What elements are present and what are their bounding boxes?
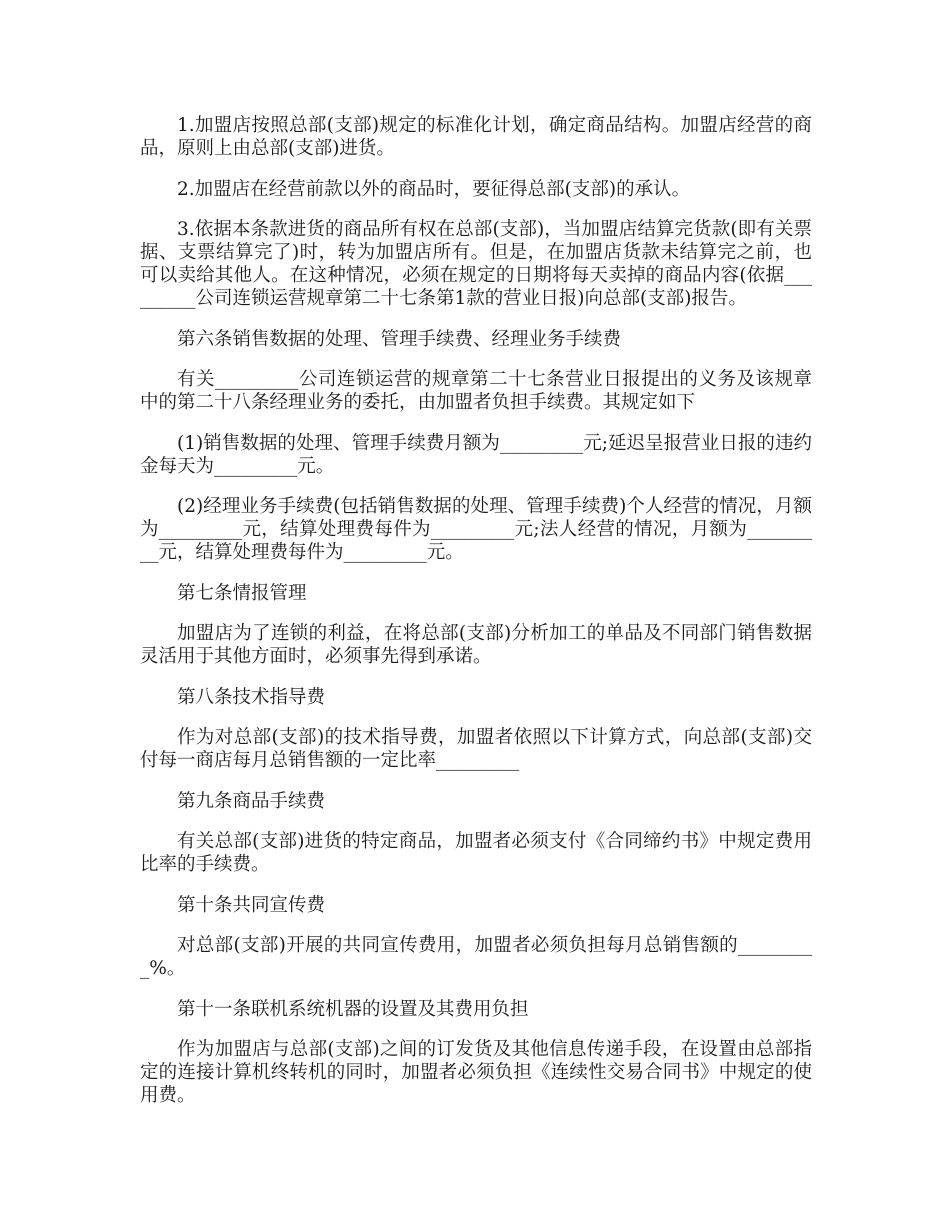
document-page <box>140 114 812 1125</box>
article-11-heading: 第十一条联机系统机器的设置及其费用负担 <box>177 998 529 1020</box>
article-6-intro: 有关_________公司连锁运营的规章第二十七条营业日报提出的义务及该规章中的第二十八条经理业务的委托，由加盟者负担手续费。其规定如下 <box>140 369 812 413</box>
article-11-body: 作为加盟店与总部(支部)之间的订发货及其他信息传递手段，在设置由总部指定的连接计算机终转机的同时，加盟者必须负担《连续性交易合同书》中规定的使用费。 <box>140 1039 812 1106</box>
article-7-heading: 第七条情报管理 <box>177 582 307 604</box>
article-9-body: 有关总部(支部)进货的特定商品，加盟者必须支付《合同缔约书》中规定费用比率的手续费。 <box>140 831 812 875</box>
article-9-heading: 第九条商品手续费 <box>177 790 326 812</box>
article-6-item-2: (2)经理业务手续费(包括销售数据的处理、管理手续费)个人经营的情况，月额为_________元，结算处理费每件为_________元;法人经营的情况，月额为_________元，结算处理费每件为_________元。 <box>140 496 812 563</box>
clause-item-3: 3.依据本条款进货的商品所有权在总部(支部)，当加盟店结算完货款(即有关票据、支票结算完了)时，转为加盟店所有。但是，在加盟店货款未结算完之前，也可以卖给其他人。在这种情况，必须在规定的日期将每天卖掉的商品内容(依据_________公司连锁运营规章第二十七条第1款的营业日报)向总部(支部)报告。 <box>140 219 812 309</box>
article-7-body: 加盟店为了连锁的利益，在将总部(支部)分析加工的单品及不同部门销售数据灵活用于其他方面时，必须事先得到承诺。 <box>140 623 812 667</box>
clause-item-2: 2.加盟店在经营前款以外的商品时，要征得总部(支部)的承认。 <box>177 178 691 200</box>
article-10-heading: 第十条共同宣传费 <box>177 894 326 916</box>
article-8-heading: 第八条技术指导费 <box>177 686 326 708</box>
article-6-heading: 第六条销售数据的处理、管理手续费、经理业务手续费 <box>177 328 622 350</box>
article-6-item-1: (1)销售数据的处理、管理手续费月额为_________元;延迟呈报营业日报的违约金每天为_________元。 <box>140 432 812 477</box>
article-10-body: 对总部(支部)开展的共同宣传费用，加盟者必须负担每月总销售额的_________%。 <box>140 935 812 979</box>
clause-item-1: 1.加盟店按照总部(支部)规定的标准化计划，确定商品结构。加盟店经营的商品，原则上由总部(支部)进货。 <box>140 115 812 159</box>
article-8-body: 作为对总部(支部)的技术指导费，加盟者依照以下计算方式，向总部(支部)交付每一商店每月总销售额的一定比率_________ <box>140 727 812 771</box>
